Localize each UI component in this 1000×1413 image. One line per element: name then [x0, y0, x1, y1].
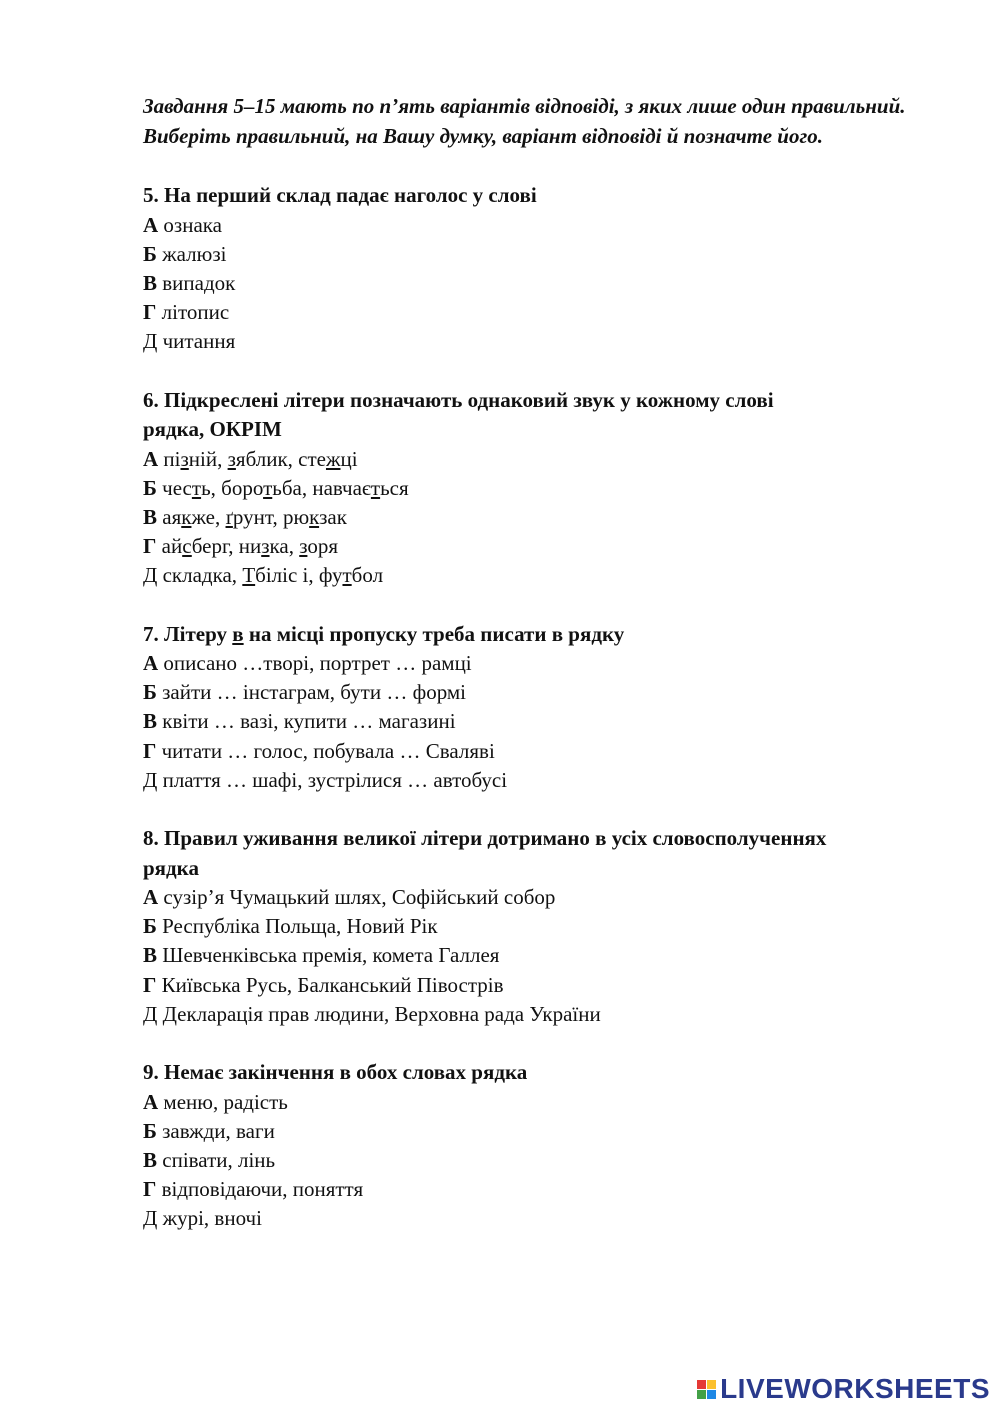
option-v[interactable] [143, 941, 933, 970]
option-text: відповідаючи, поняття [156, 1177, 364, 1202]
option-letter: В [143, 943, 158, 968]
option-text-part: зак [319, 504, 347, 529]
option-text: співати, лінь [157, 1147, 276, 1172]
underlined-letter: з [227, 446, 236, 471]
question-5-title: 5. На перший склад падає наголос у слові [143, 183, 537, 207]
option-v[interactable] [143, 503, 933, 532]
option-text: квіти … вазі, купити … магазині [157, 709, 456, 734]
option-a[interactable] [143, 649, 933, 678]
underlined-letter: с [182, 534, 192, 559]
option-text: меню, радість [158, 1089, 288, 1114]
question-6-title-line2: рядка, ОКРІМ [143, 417, 282, 442]
option-letter: Г [143, 1177, 157, 1202]
option-letter: Д [143, 563, 158, 588]
option-letter: Б [143, 241, 157, 266]
option-g[interactable] [143, 532, 933, 561]
question-7-title [143, 620, 933, 650]
option-letter: В [143, 1147, 158, 1172]
option-text-part: берг, ни [191, 534, 262, 559]
option-letter: Д [143, 767, 158, 792]
option-text-part: біліс і, фу [255, 563, 343, 588]
option-letter: Б [143, 680, 157, 705]
option-letter: В [143, 504, 158, 529]
option-letter: Г [143, 972, 157, 997]
title-text: на місці пропуску треба писати в рядку [243, 621, 625, 646]
option-text-part: ній, [188, 446, 228, 471]
logo-square [707, 1390, 716, 1399]
option-text: журі, вночі [157, 1206, 262, 1231]
option-letter: В [143, 270, 158, 295]
option-letter: Б [143, 475, 157, 500]
option-letter: А [143, 1089, 159, 1114]
logo-square [697, 1380, 706, 1389]
option-letter: А [143, 212, 159, 237]
option-text: ознака [158, 212, 222, 237]
option-text: зайти … інстаграм, бути … формі [156, 680, 466, 705]
question-9-title: 9. Немає закінчення в обох словах рядка [143, 1060, 528, 1085]
option-text-part: чес [156, 475, 192, 500]
question-5 [143, 181, 933, 357]
option-a[interactable] [143, 883, 933, 912]
underlined-letter: д [201, 563, 213, 588]
option-text-part: ка, [212, 563, 243, 588]
option-text-part: же, [191, 504, 226, 529]
underlined-letter: к [309, 504, 320, 529]
question-8-title-line2: рядка [143, 855, 199, 880]
option-letter: Б [143, 914, 157, 939]
option-text-part: ай [156, 534, 183, 559]
logo-square [707, 1380, 716, 1389]
option-letter: Г [143, 534, 157, 559]
option-g[interactable] [143, 1175, 933, 1204]
liveworksheets-logo [697, 1373, 990, 1405]
option-a[interactable] [143, 1088, 933, 1117]
question-6-title-line1: 6. Підкреслені літери позначають однаковий звук у кожному слові [143, 387, 774, 412]
option-g[interactable] [143, 298, 933, 327]
worksheet-page [143, 92, 933, 1263]
option-b[interactable] [143, 474, 933, 503]
option-text-part: рунт, рю [232, 504, 310, 529]
option-text-part: ьба, навчає [272, 475, 371, 500]
option-v[interactable] [143, 269, 933, 298]
question-8-title [143, 824, 933, 883]
instructions: Завдання 5–15 мають по п’ять варіантів відповіді, з яких лише один правильний. Виберіть правильний, на Вашу думку, варіант відповіді й позначте його. [143, 94, 906, 148]
option-d[interactable] [143, 766, 933, 795]
question-8-title-line1: 8. Правил уживання великої літери дотримано в усіх словосполученнях [143, 826, 827, 851]
option-letter: Г [143, 738, 157, 763]
option-text: Шевченківська премія, комета Галлея [157, 943, 500, 968]
option-letter: Д [143, 1206, 158, 1231]
option-text: Республіка Польща, Новий Рік [156, 914, 438, 939]
option-text-part: бол [351, 563, 384, 588]
option-text-part: яблик, сте [235, 446, 326, 471]
logo-text: LIVEWORKSHEETS [720, 1373, 990, 1404]
option-letter: Д [143, 1001, 158, 1026]
option-b[interactable] [143, 678, 933, 707]
option-text: жалюзі [156, 241, 227, 266]
underlined-letter: т [263, 475, 273, 500]
question-6-title [143, 386, 933, 445]
option-b[interactable] [143, 912, 933, 941]
option-d[interactable] [143, 561, 933, 590]
question-7 [143, 620, 933, 796]
option-text: завжди, ваги [156, 1118, 275, 1143]
option-text: випадок [157, 270, 236, 295]
option-text-part: ься [380, 475, 409, 500]
option-d[interactable] [143, 1204, 933, 1233]
underlined-letter: з [299, 534, 308, 559]
option-b[interactable] [143, 240, 933, 269]
underlined-letter: т [342, 563, 352, 588]
option-text-part: пі [158, 446, 181, 471]
option-text-part: ці [340, 446, 358, 471]
option-text: літопис [156, 300, 230, 325]
option-text-part: ка, [269, 534, 300, 559]
option-v[interactable] [143, 1146, 933, 1175]
option-text: описано …творі, портрет … рамці [158, 651, 472, 676]
option-letter: В [143, 709, 158, 734]
option-g[interactable] [143, 971, 933, 1000]
underlined-letter: ґ [225, 504, 233, 529]
option-a[interactable] [143, 211, 933, 240]
option-letter: Д [143, 329, 158, 354]
option-text-part: оря [307, 534, 339, 559]
underlined-letter: з [261, 534, 270, 559]
option-text: сузір’я Чумацький шлях, Софійський собор [158, 885, 556, 910]
underlined-letter: к [181, 504, 192, 529]
option-text-part: ь, боро [201, 475, 264, 500]
option-letter: А [143, 446, 159, 471]
option-b[interactable] [143, 1117, 933, 1146]
logo-squares-icon [697, 1380, 716, 1399]
logo-square [697, 1390, 706, 1399]
underlined-letter: т [191, 475, 202, 500]
title-text: 7. Літеру [143, 621, 233, 646]
option-text-part: ая [157, 504, 182, 529]
option-text: Київська Русь, Балканський Півострів [156, 972, 504, 997]
option-letter: Г [143, 300, 157, 325]
option-text: читання [157, 329, 236, 354]
underlined-letter: т [370, 475, 381, 500]
option-a[interactable] [143, 445, 933, 474]
option-d[interactable] [143, 1000, 933, 1029]
question-8 [143, 824, 933, 1029]
question-9 [143, 1058, 933, 1234]
option-text: плаття … шафі, зустрілися … автобусі [157, 767, 508, 792]
underlined-letter: ж [325, 446, 341, 471]
option-letter: А [143, 651, 159, 676]
option-v[interactable] [143, 707, 933, 736]
underlined-letter: Т [242, 563, 256, 588]
option-text: читати … голос, побувала … Сваляві [156, 738, 495, 763]
option-text: Декларація прав людини, Верховна рада України [157, 1001, 601, 1026]
question-6 [143, 386, 933, 591]
option-letter: А [143, 885, 159, 910]
underlined-letter: з [180, 446, 189, 471]
option-g[interactable] [143, 737, 933, 766]
option-text-part: скла [157, 563, 202, 588]
underlined-letter: в [232, 621, 244, 646]
option-letter: Б [143, 1118, 157, 1143]
option-d[interactable] [143, 327, 933, 356]
